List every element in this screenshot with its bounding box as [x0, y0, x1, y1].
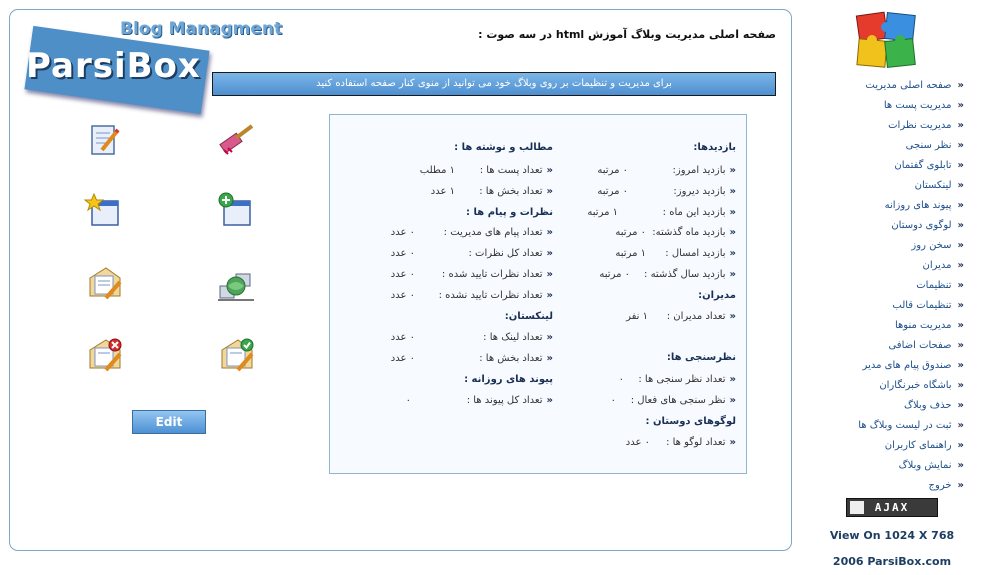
page-title: صفحه اصلی مدیریت وبلاگ آموزش html در سه صوت : [478, 28, 776, 41]
bullet-arrow-icon: « [729, 165, 736, 176]
bullet-arrow-icon: « [729, 311, 736, 322]
sidebar-item-admins[interactable]: «مدیران [922, 260, 964, 271]
menu-arrow-icon: « [957, 420, 964, 431]
menu-arrow-icon: « [957, 160, 964, 171]
view-resolution-note: View On 1024 X 768 [829, 529, 955, 542]
menu-arrow-icon: « [957, 360, 964, 371]
bullet-arrow-icon: « [729, 207, 736, 218]
edit-document-icon[interactable] [84, 120, 124, 160]
stat-row [469, 248, 554, 259]
menu-arrow-icon: « [957, 120, 964, 131]
stat-label: تعداد لینک ها : [483, 332, 543, 343]
bullet-arrow-icon: « [546, 395, 553, 406]
stat-row [663, 207, 736, 218]
bullet-arrow-icon: « [546, 332, 553, 343]
menu-arrow-icon: « [957, 100, 964, 111]
admins-title: مدیران: [698, 290, 736, 301]
stat-label: تعداد نظر سنجی ها : [638, 374, 726, 385]
message-delete-icon[interactable] [84, 336, 124, 376]
stat-row [483, 332, 553, 343]
stat-value: ۰ مرتبه [615, 227, 646, 238]
stat-value: ۱ عدد [430, 186, 455, 197]
menu-arrow-icon: « [957, 240, 964, 251]
visits-title: بازدیدها: [693, 142, 736, 153]
stat-value: ۰ عدد [390, 332, 415, 343]
blog-stats-panel [329, 114, 747, 474]
links-title: لینکستان: [504, 311, 553, 322]
bullet-arrow-icon: « [729, 227, 736, 238]
sidebar-item-admin-inbox[interactable]: «صندوق پیام های مدیر [862, 360, 964, 371]
stat-label: تعداد نظرات تایید نشده : [438, 290, 543, 301]
stat-label: تعداد مدیران : [666, 311, 726, 322]
ajax-badge: AJAX [846, 498, 938, 517]
sidebar-item-template-settings[interactable]: «تنظیمات قالب [892, 300, 964, 311]
stat-value: ۰ عدد [390, 248, 415, 259]
new-window-star-icon[interactable] [84, 192, 124, 232]
bullet-arrow-icon: « [729, 269, 736, 280]
bullet-arrow-icon: « [546, 165, 553, 176]
bullet-arrow-icon: « [546, 353, 553, 364]
menu-arrow-icon: « [957, 260, 964, 271]
stat-row [479, 353, 553, 364]
stat-row [442, 269, 553, 280]
edit-button[interactable]: Edit [132, 410, 206, 434]
sidebar-item-quote[interactable]: «سخن روز [911, 240, 964, 251]
stat-label: بازدید این ماه : [662, 207, 726, 218]
stat-label: تعداد کل پیوند ها : [466, 395, 543, 406]
sidebar-item-friends-logos[interactable]: «لوگوی دوستان [891, 220, 964, 231]
stat-value: ۱ نفر [626, 311, 648, 322]
stat-value: ۰ عدد [390, 290, 415, 301]
menu-arrow-icon: « [957, 340, 964, 351]
stat-label: نظر سنجی های فعال : [630, 395, 726, 406]
puzzle-logo-icon [852, 10, 924, 72]
stat-row [673, 186, 736, 197]
menu-arrow-icon: « [957, 380, 964, 391]
stat-row [631, 395, 736, 406]
stat-value: ۰ [405, 395, 411, 406]
polls-title: نظرسنجی ها: [666, 352, 736, 363]
sidebar-item-polls[interactable]: «نظر سنجی [905, 140, 964, 151]
stat-value: ۰ مرتبه [599, 269, 630, 280]
menu-arrow-icon: « [957, 200, 964, 211]
stat-row [673, 165, 736, 176]
sidebar-item-reporters-club[interactable]: «باشگاه خبرنگاران [879, 380, 964, 391]
menu-arrow-icon: « [957, 220, 964, 231]
menu-arrow-icon: « [957, 180, 964, 191]
bullet-arrow-icon: « [729, 186, 736, 197]
message-approve-icon[interactable] [216, 336, 256, 376]
stat-label: تعداد بخش ها : [479, 353, 543, 364]
sidebar-item-settings[interactable]: «تنظیمات [916, 280, 964, 291]
stat-row [439, 290, 553, 301]
stat-row [638, 374, 736, 385]
stat-row [665, 248, 736, 259]
stat-label: تعداد بخش ها : [479, 186, 543, 197]
stat-row [652, 227, 736, 238]
network-globe-icon[interactable] [216, 264, 256, 304]
sidebar-item-extra-pages[interactable]: «صفحات اضافی [888, 340, 964, 351]
stat-row [444, 227, 553, 238]
stat-row [467, 395, 553, 406]
message-edit-icon[interactable] [84, 264, 124, 304]
menu-arrow-icon: « [957, 80, 964, 91]
sidebar-item-links[interactable]: «لینکستان [914, 180, 964, 191]
menu-arrow-icon: « [957, 400, 964, 411]
stat-label: بازدید ماه گذشته: [652, 227, 726, 238]
info-bar: برای مدیریت و تنظیمات بر روی وبلاگ خود می توانید از منوی کنار صفحه استفاده کنید [212, 72, 776, 96]
stat-value: ۰ مرتبه [597, 186, 628, 197]
stat-row [667, 311, 736, 322]
stat-label: تعداد لوگو ها : [666, 437, 726, 448]
stat-label: تعداد پیام های مدیریت : [443, 227, 543, 238]
stat-label: بازدید امروز: [672, 165, 726, 176]
stat-value: ۰ عدد [390, 269, 415, 280]
stat-value: ۰ مرتبه [597, 165, 628, 176]
bullet-arrow-icon: « [729, 374, 736, 385]
menu-arrow-icon: « [957, 300, 964, 311]
stat-row [480, 165, 553, 176]
stat-label: تعداد کل نظرات : [468, 248, 543, 259]
stat-value: ۱ مرتبه [615, 248, 646, 259]
posts-title: مطالب و نوشته ها : [454, 142, 553, 153]
stat-label: تعداد نظرات تایید شده : [441, 269, 543, 280]
sidebar-item-logout[interactable]: «خروج [928, 480, 964, 491]
sidebar-item-daily-links[interactable]: «پیوند های روزانه [884, 200, 964, 211]
menu-arrow-icon: « [957, 140, 964, 151]
stat-row [666, 437, 736, 448]
stat-value: ۰ عدد [625, 437, 650, 448]
stat-label: تعداد پست ها : [479, 165, 543, 176]
logo-tagline: Blog Managment [120, 19, 283, 39]
stat-value: ۰ عدد [390, 227, 415, 238]
bullet-arrow-icon: « [729, 437, 736, 448]
bullet-arrow-icon: « [546, 248, 553, 259]
stat-value: ۰ [618, 374, 624, 385]
menu-arrow-icon: « [957, 280, 964, 291]
stat-row [479, 186, 553, 197]
logo-brand: ParsiBox [26, 46, 201, 86]
sidebar-item-menus[interactable]: «مدیریت منوها [894, 320, 964, 331]
bullet-arrow-icon: « [546, 227, 553, 238]
bullet-arrow-icon: « [546, 290, 553, 301]
stat-value: ۱ مرتبه [587, 207, 618, 218]
sidebar-item-user-guide[interactable]: «راهنمای کاربران [884, 440, 964, 451]
comments-title: نظرات و پیام ها : [466, 207, 553, 218]
stat-value: ۱ مطلب [419, 165, 455, 176]
menu-arrow-icon: « [957, 440, 964, 451]
sidebar-item-comments[interactable]: «مدیریت نظرات [888, 120, 964, 131]
friends-logo-title: لوگوهای دوستان : [645, 416, 736, 427]
daily-links-title: پیوند های روزانه : [464, 374, 553, 385]
clean-brush-icon[interactable] [216, 120, 256, 160]
stat-value: ۰ عدد [390, 353, 415, 364]
bullet-arrow-icon: « [729, 395, 736, 406]
stat-label: بازدید دیروز: [673, 186, 726, 197]
sidebar-menu [820, 76, 964, 496]
stat-value: ۰ [610, 395, 616, 406]
sidebar-item-posts[interactable]: «مدیریت پست ها [883, 100, 964, 111]
stat-row [644, 269, 736, 280]
ajax-logo-icon [850, 501, 864, 514]
sidebar-item-chatboard[interactable]: «تابلوی گفتمان [894, 160, 964, 171]
sidebar-item-register-list[interactable]: «ثبت در لیست وبلاگ ها [858, 420, 964, 431]
bullet-arrow-icon: « [546, 186, 553, 197]
menu-arrow-icon: « [957, 460, 964, 471]
menu-arrow-icon: « [957, 320, 964, 331]
copyright: 2006 ParsiBox.com [832, 555, 952, 568]
bullet-arrow-icon: « [546, 269, 553, 280]
add-window-icon[interactable] [216, 192, 256, 232]
menu-arrow-icon: « [957, 480, 964, 491]
stat-label: بازدید امسال : [665, 248, 726, 259]
sidebar-item-delete-blog[interactable]: «حذف وبلاگ [904, 400, 964, 411]
sidebar-item-dashboard[interactable]: «صفحه اصلی مدیریت [865, 80, 964, 91]
bullet-arrow-icon: « [729, 248, 736, 259]
sidebar-item-view-blog[interactable]: «نمایش وبلاگ [898, 460, 964, 471]
stat-label: بازدید سال گذشته : [644, 269, 726, 280]
